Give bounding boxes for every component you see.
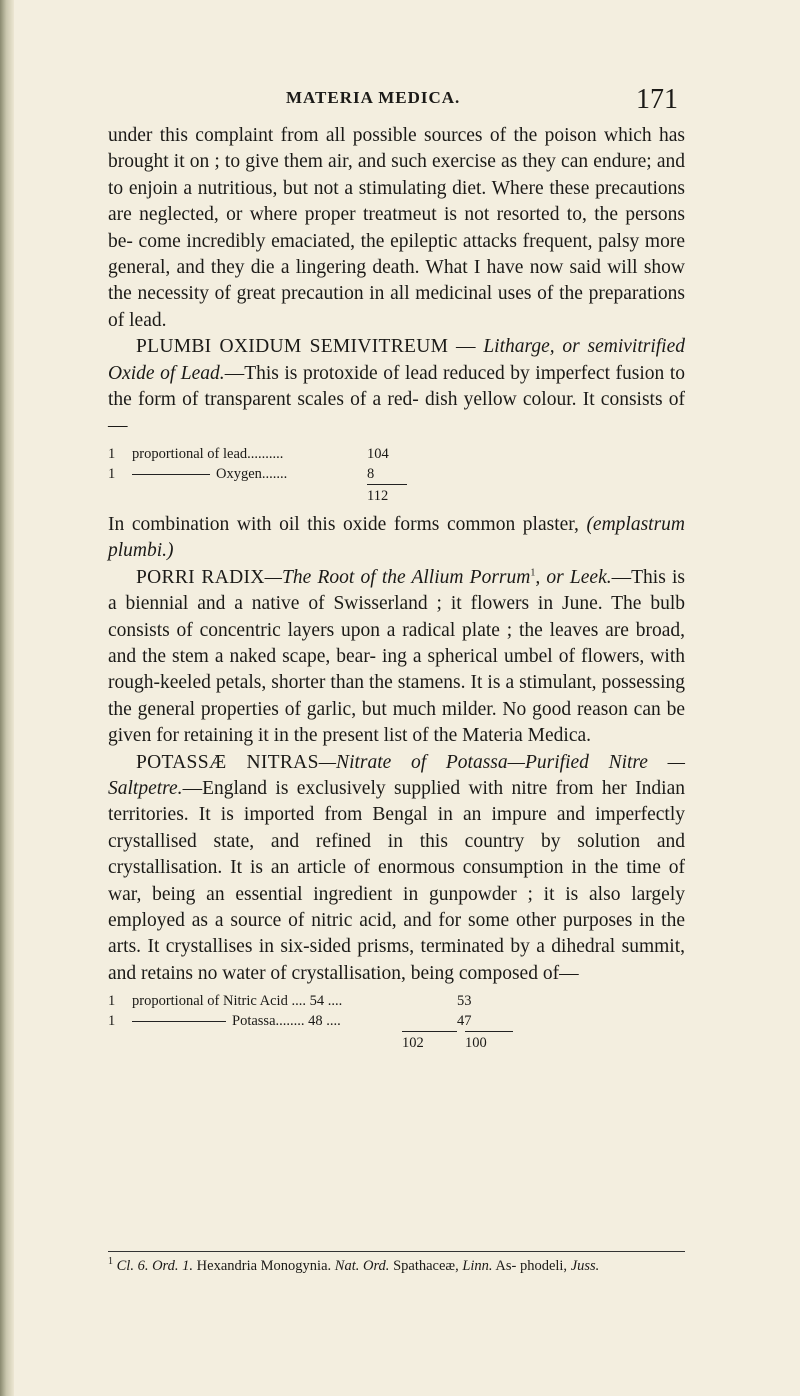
composition-total: 100 (465, 1031, 513, 1053)
potassae-heading: POTASSÆ NITRAS (136, 751, 319, 773)
nitre-composition-table (108, 991, 685, 1053)
footnote-text: Hexandria Monogynia. (193, 1258, 335, 1274)
footnote-reference[interactable]: 1 (530, 567, 536, 579)
paragraph-porri (108, 565, 685, 750)
running-title: MATERIA MEDICA. (286, 88, 461, 107)
footnote-nat-ord: Nat. Ord. (334, 1258, 390, 1274)
potassae-text: —England is exclusively supplied with nitre from her Indian territories. It is imported from Bengal in an impure and imperfectly crystallised state, and refined in this country by solution and crystallisation. It is an article of enormous consumption in the time of war, being an essential ingredient in gunpowder ; it is also largely employed as a source of nitric acid, and for some other purposes in the arts. It crystallises in six-sided prisms, terminated by a dihedral summit, and retains no water of crystallisation, being composed of— (108, 777, 685, 984)
footnote-linn: Linn. (462, 1258, 493, 1274)
footnote (108, 1258, 685, 1275)
paragraph-lead-precautions: under this complaint from all possible sources of the poison which has brought it on ; to give them air, and such exercise as they can endure; and to enjoin a nutritious, but not a stimulating diet. Where these precautions are neglected, or where proper treatmeut is not resorted to, the persons be- come incredibly emaciated, the epileptic attacks frequent, palsy more general, and they die a lingering death. What I have now said will show the necessity of great precaution in all medicinal uses of the preparations of lead. (108, 125, 685, 331)
table-row (108, 464, 685, 484)
composition-total: 112 (367, 484, 407, 506)
litharge-text: —This is protoxide of lead reduced by imperfect fusion to the form of transparent scales of a red- dish yellow colour. It consists of— (108, 362, 685, 437)
footnote-rule (108, 1251, 685, 1252)
composition-value: 104 (367, 445, 389, 462)
page-header (0, 84, 800, 124)
ditto-rule (132, 474, 210, 475)
composition-name: proportional of Nitric Acid .... 54 .... (132, 993, 343, 1010)
litharge-heading: PLUMBI OXIDUM SEMIVITREUM (136, 336, 449, 358)
table-row (108, 444, 685, 464)
composition-value: 47 (457, 1013, 472, 1030)
composition-count: 1 (108, 445, 116, 462)
composition-count: 1 (108, 465, 116, 482)
paragraph-litharge (108, 334, 685, 440)
potassae-subtitle: —Nitrate of Potassa—Purified Nitre —Saltpetre. (108, 751, 685, 799)
table-row (108, 1031, 685, 1053)
composition-name: Oxygen....... (216, 465, 288, 482)
porri-heading: PORRI RADIX (136, 566, 265, 588)
body-text (108, 123, 685, 1059)
footnote-text-2: Spathaceæ, (389, 1258, 463, 1274)
porri-subtitle-end: , or Leek. (535, 566, 612, 588)
composition-total: 102 (402, 1031, 457, 1053)
table-row (108, 1011, 685, 1031)
footnote-juss: Juss. (570, 1258, 600, 1274)
plaster-text: In combination with oil this oxide forms common plaster, (108, 513, 579, 535)
composition-value: 53 (457, 993, 472, 1010)
composition-name: proportional of lead.......... (132, 445, 284, 462)
plaster-latin: (emplastrum plumbi.) (108, 513, 686, 562)
porri-text: —This is a biennial and a native of Swisserland ; it flowers in June. The bulb consists of concentric layers upon a radical plate ; the leaves are broad, and the stem a naked scape, bear- ing a spherical umbel of flowers, with rough-keeled petals, shorter than the stamens. It is a stimulant, possessing the general properties of garlic, but much milder. No good reason can be given for retaining it in the present list of the Materia Medica. (108, 566, 685, 747)
footnote-text-3: As- phodeli, (492, 1258, 571, 1274)
paragraph-potassae (108, 750, 685, 988)
litharge-composition-table (108, 444, 685, 506)
book-spine-edge (0, 0, 14, 1396)
composition-count: 1 (108, 1013, 116, 1030)
paragraph-plaster (108, 512, 685, 565)
table-row (108, 484, 685, 506)
litharge-subtitle: Litharge, or semivitrified Oxide of Lead. (108, 336, 685, 384)
ditto-rule (132, 1021, 226, 1022)
composition-count: 1 (108, 993, 116, 1010)
composition-name: Potassa........ 48 .... (232, 1013, 341, 1030)
page-number: 171 (636, 84, 678, 115)
table-row (108, 991, 685, 1011)
litharge-dash: — (448, 336, 484, 358)
composition-value: 8 (367, 465, 375, 482)
footnote-class: Cl. 6. Ord. 1. (116, 1258, 194, 1274)
footnote-mark: 1 (108, 1256, 113, 1268)
porri-subtitle: —The Root of the Allium Porrum (264, 566, 531, 588)
